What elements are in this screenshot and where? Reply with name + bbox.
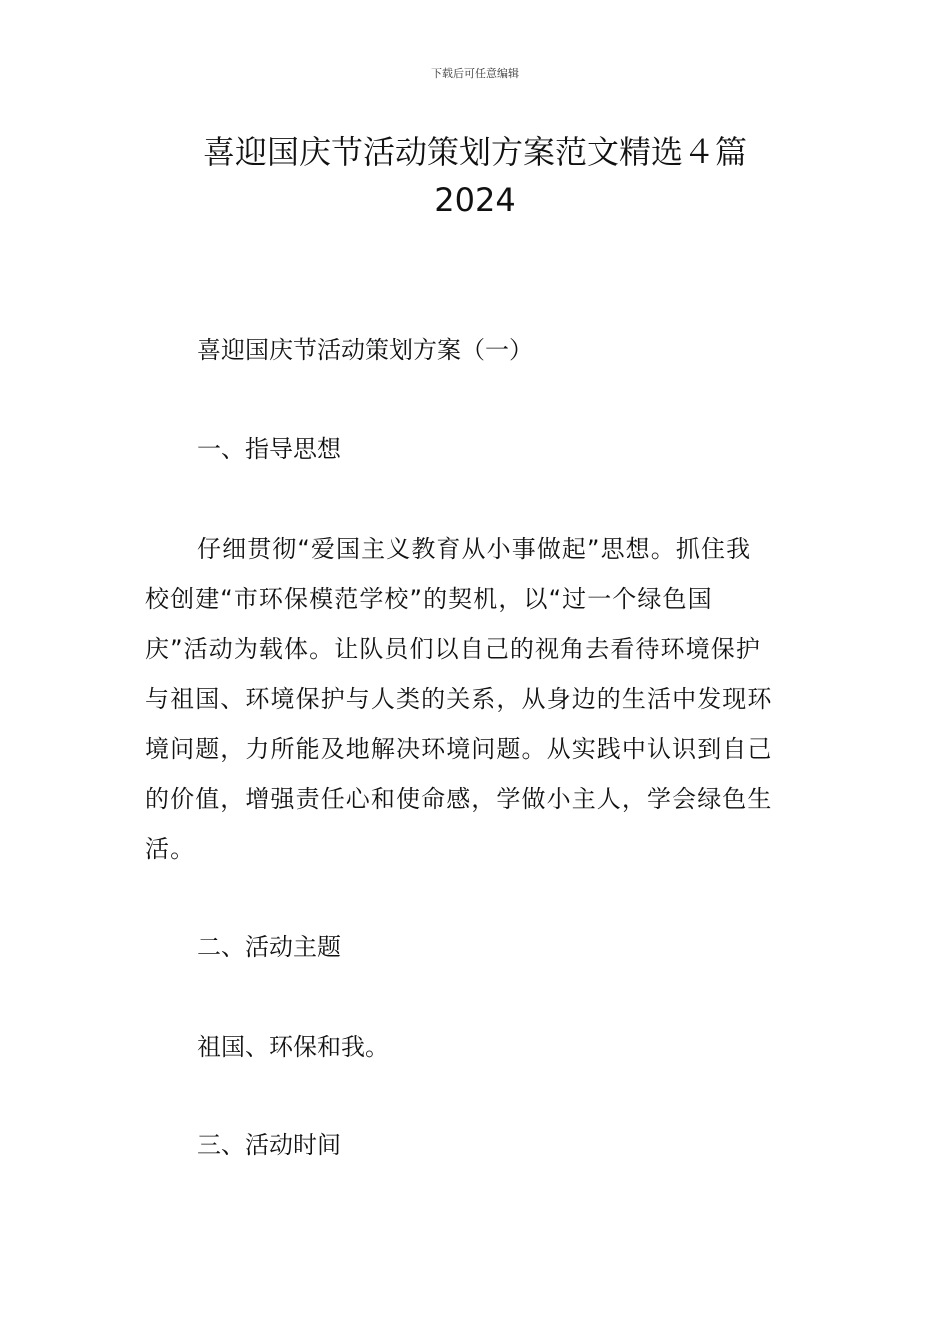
- body-line: 校创建“市环保模范学校”的契机，以“过一个绿色国: [145, 585, 713, 613]
- document-title-line-1: 喜迎国庆节活动策划方案范文精选４篇: [202, 133, 747, 171]
- section-2-content: 祖国、环保和我。: [197, 1033, 389, 1061]
- section-3-heading: 三、活动时间: [197, 1131, 341, 1159]
- body-line: 与祖国、环境保护与人类的关系，从身边的生活中发现环: [145, 685, 773, 713]
- body-line: 境问题，力所能及地解决环境问题。从实践中认识到自己: [145, 735, 773, 763]
- plan-title: 喜迎国庆节活动策划方案（一）: [197, 336, 533, 364]
- section-1-body: [145, 524, 807, 874]
- body-line: 庆”活动为载体。让队员们以自己的视角去看待环境保护: [145, 635, 761, 663]
- document-title-line-2: 2024: [434, 181, 516, 219]
- body-line: 的价值，增强责任心和使命感，学做小主人，学会绿色生: [145, 785, 773, 813]
- document-title: [120, 128, 830, 224]
- body-line: 活。: [145, 835, 196, 863]
- section-2-heading: 二、活动主题: [197, 933, 341, 961]
- header-note: 下载后可任意编辑: [431, 67, 519, 80]
- section-1-heading: 一、指导思想: [197, 435, 341, 463]
- body-line: 仔细贯彻“爱国主义教育从小事做起”思想。抓住我: [197, 535, 752, 563]
